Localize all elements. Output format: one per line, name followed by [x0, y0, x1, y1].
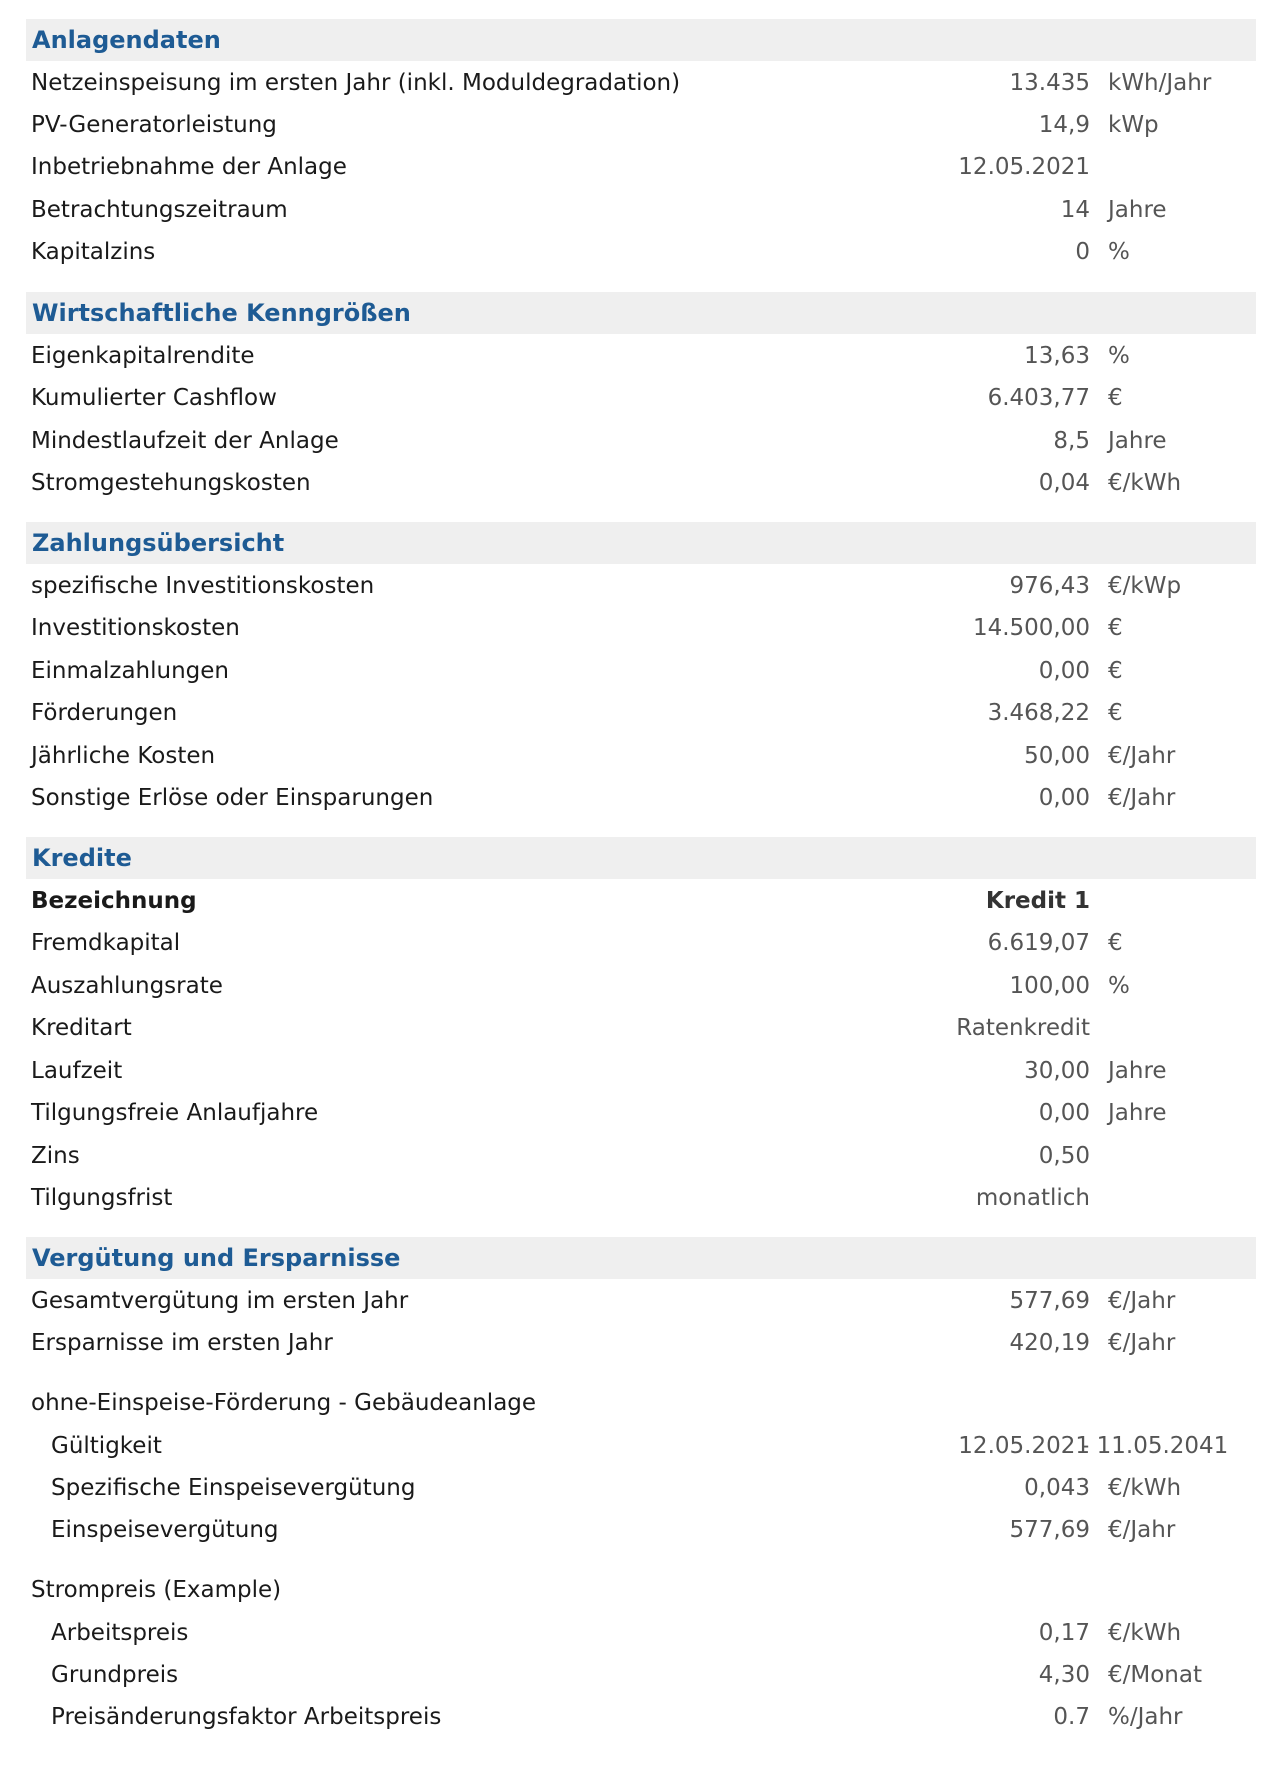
- row-unit: €/Jahr: [1108, 743, 1176, 769]
- row-label: Stromgestehungskosten: [31, 470, 311, 496]
- table-row: [0, 608, 1280, 648]
- row-value: 13.435: [1009, 70, 1090, 96]
- row-value: 14: [1060, 197, 1090, 223]
- row-label: Inbetriebnahme der Anlage: [31, 154, 347, 180]
- row-unit: Jahre: [1108, 197, 1167, 223]
- table-row: [0, 1613, 1280, 1653]
- row-value: 0,17: [1038, 1620, 1090, 1646]
- table-row: [0, 693, 1280, 733]
- row-label: Förderungen: [31, 700, 178, 726]
- subsection-title-foerderung: ohne-Einspeise-Förderung - Gebäudeanlage: [31, 1390, 537, 1416]
- row-value: 0.7: [1053, 1704, 1090, 1730]
- row-value: 0,043: [1024, 1475, 1090, 1501]
- row-value: 12.05.2021: [958, 1433, 1090, 1459]
- row-value: monatlich: [975, 1185, 1090, 1211]
- section-title: Kredite: [32, 844, 132, 872]
- row-label: Preisänderungsfaktor Arbeitspreis: [51, 1704, 442, 1730]
- row-label: Jährliche Kosten: [31, 743, 216, 769]
- row-unit: - 11.05.2041: [1081, 1433, 1229, 1459]
- row-label: Laufzeit: [31, 1058, 123, 1084]
- row-label: Betrachtungszeitraum: [31, 197, 288, 223]
- row-unit: €/Monat: [1108, 1662, 1202, 1688]
- row-label: Gesamtvergütung im ersten Jahr: [31, 1288, 409, 1314]
- row-value: 6.403,77: [987, 385, 1090, 411]
- row-label: Kapitalzins: [31, 239, 156, 265]
- table-row: [0, 1510, 1280, 1550]
- row-value: 0,00: [1038, 785, 1090, 811]
- row-unit: %: [1108, 239, 1130, 265]
- row-label: Netzeinspeisung im ersten Jahr (inkl. Moduldegradation): [31, 70, 681, 96]
- row-value: 6.619,07: [987, 930, 1090, 956]
- section-title: Wirtschaftliche Kenngrößen: [32, 299, 411, 327]
- section-header-kredite: [26, 837, 1256, 879]
- row-value: 100,00: [1009, 973, 1090, 999]
- row-label: PV-Generatorleistung: [31, 112, 277, 138]
- row-label: Ersparnisse im ersten Jahr: [31, 1330, 333, 1356]
- table-row: [0, 1093, 1280, 1133]
- row-label: Einspeisevergütung: [51, 1517, 279, 1543]
- table-row: [0, 923, 1280, 963]
- row-unit: €/kWh: [1108, 1620, 1182, 1646]
- table-row: [0, 1008, 1280, 1048]
- table-row: [0, 1178, 1280, 1218]
- row-label: Arbeitspreis: [51, 1620, 189, 1646]
- row-label: Zins: [31, 1143, 80, 1169]
- row-value: 50,00: [1024, 743, 1090, 769]
- row-value: 0,50: [1038, 1143, 1090, 1169]
- row-value: 3.468,22: [987, 700, 1090, 726]
- row-value: 30,00: [1024, 1058, 1090, 1084]
- row-label: Gültigkeit: [51, 1433, 162, 1459]
- table-row: [0, 1655, 1280, 1695]
- table-row: [0, 147, 1280, 187]
- row-value: 14.500,00: [972, 615, 1090, 641]
- row-value: 577,69: [1009, 1288, 1090, 1314]
- table-row: [0, 336, 1280, 376]
- section-header-kenngroessen: [26, 292, 1256, 334]
- table-row: [0, 1281, 1280, 1321]
- row-label: Kumulierter Cashflow: [31, 385, 277, 411]
- row-label: Kreditart: [31, 1015, 132, 1041]
- row-unit: kWh/Jahr: [1108, 70, 1212, 96]
- row-unit: €/kWh: [1108, 1475, 1182, 1501]
- table-row: [0, 736, 1280, 776]
- table-row: [0, 1426, 1280, 1466]
- table-row: [0, 63, 1280, 103]
- row-value: 0,04: [1038, 470, 1090, 496]
- row-unit: €: [1108, 930, 1123, 956]
- row-unit: €/kWh: [1108, 470, 1182, 496]
- row-unit: €: [1108, 385, 1123, 411]
- row-unit: €/Jahr: [1108, 1330, 1176, 1356]
- table-header-row: [0, 881, 1280, 921]
- table-row: [0, 1136, 1280, 1176]
- subsection-title-strompreis: Strompreis (Example): [31, 1577, 282, 1603]
- section-title: Anlagendaten: [32, 26, 221, 54]
- table-row: [0, 651, 1280, 691]
- table-row: [0, 232, 1280, 272]
- table-row: [0, 1323, 1280, 1363]
- row-label: Spezifische Einspeisevergütung: [51, 1475, 416, 1501]
- row-value: 0,00: [1038, 1100, 1090, 1126]
- row-value: 976,43: [1009, 573, 1090, 599]
- row-unit: %/Jahr: [1108, 1704, 1183, 1730]
- table-row: [0, 378, 1280, 418]
- row-unit: %: [1108, 973, 1130, 999]
- section-title: Zahlungsübersicht: [32, 529, 285, 557]
- row-unit: €: [1108, 615, 1123, 641]
- section-header-anlagendaten: [26, 19, 1256, 61]
- row-label: Tilgungsfreie Anlaufjahre: [31, 1100, 319, 1126]
- table-row: [0, 1697, 1280, 1737]
- row-label: Tilgungsfrist: [31, 1185, 173, 1211]
- table-row: [0, 190, 1280, 230]
- row-label: Sonstige Erlöse oder Einsparungen: [31, 785, 434, 811]
- row-unit: kWp: [1108, 112, 1159, 138]
- row-value: 12.05.2021: [958, 154, 1090, 180]
- row-label: Auszahlungsrate: [31, 973, 223, 999]
- row-label: Eigenkapitalrendite: [31, 343, 255, 369]
- row-unit: €/kWp: [1108, 573, 1182, 599]
- section-header-zahlungsuebersicht: [26, 522, 1256, 564]
- row-label: spezifische Investitionskosten: [31, 573, 375, 599]
- table-row: [0, 566, 1280, 606]
- row-unit: Jahre: [1108, 428, 1167, 454]
- table-row: [0, 1051, 1280, 1091]
- column-header-label: Bezeichnung: [31, 888, 197, 914]
- row-unit: %: [1108, 343, 1130, 369]
- table-row: [0, 778, 1280, 818]
- column-header-value: Kredit 1: [985, 888, 1090, 914]
- table-row: [0, 105, 1280, 145]
- row-value: 14,9: [1038, 112, 1090, 138]
- row-value: 8,5: [1053, 428, 1090, 454]
- row-label: Fremdkapital: [31, 930, 181, 956]
- row-value: Ratenkredit: [956, 1015, 1090, 1041]
- row-unit: Jahre: [1108, 1100, 1167, 1126]
- row-label: Mindestlaufzeit der Anlage: [31, 428, 339, 454]
- table-row: [0, 421, 1280, 461]
- row-unit: €: [1108, 700, 1123, 726]
- row-value: 0,00: [1038, 658, 1090, 684]
- row-value: 0: [1075, 239, 1090, 265]
- table-row: [0, 966, 1280, 1006]
- row-unit: €/Jahr: [1108, 785, 1176, 811]
- row-label: Einmalzahlungen: [31, 658, 230, 684]
- row-value: 4,30: [1038, 1662, 1090, 1688]
- table-row: [0, 1468, 1280, 1508]
- row-unit: Jahre: [1108, 1058, 1167, 1084]
- row-value: 577,69: [1009, 1517, 1090, 1543]
- row-label: Grundpreis: [51, 1662, 179, 1688]
- row-unit: €/Jahr: [1108, 1517, 1176, 1543]
- section-header-verguetung: [26, 1237, 1256, 1279]
- row-value: 13,63: [1024, 343, 1090, 369]
- row-unit: €: [1108, 658, 1123, 684]
- row-value: 420,19: [1009, 1330, 1090, 1356]
- table-row: [0, 463, 1280, 503]
- row-unit: €/Jahr: [1108, 1288, 1176, 1314]
- section-title: Vergütung und Ersparnisse: [32, 1244, 401, 1272]
- row-label: Investitionskosten: [31, 615, 240, 641]
